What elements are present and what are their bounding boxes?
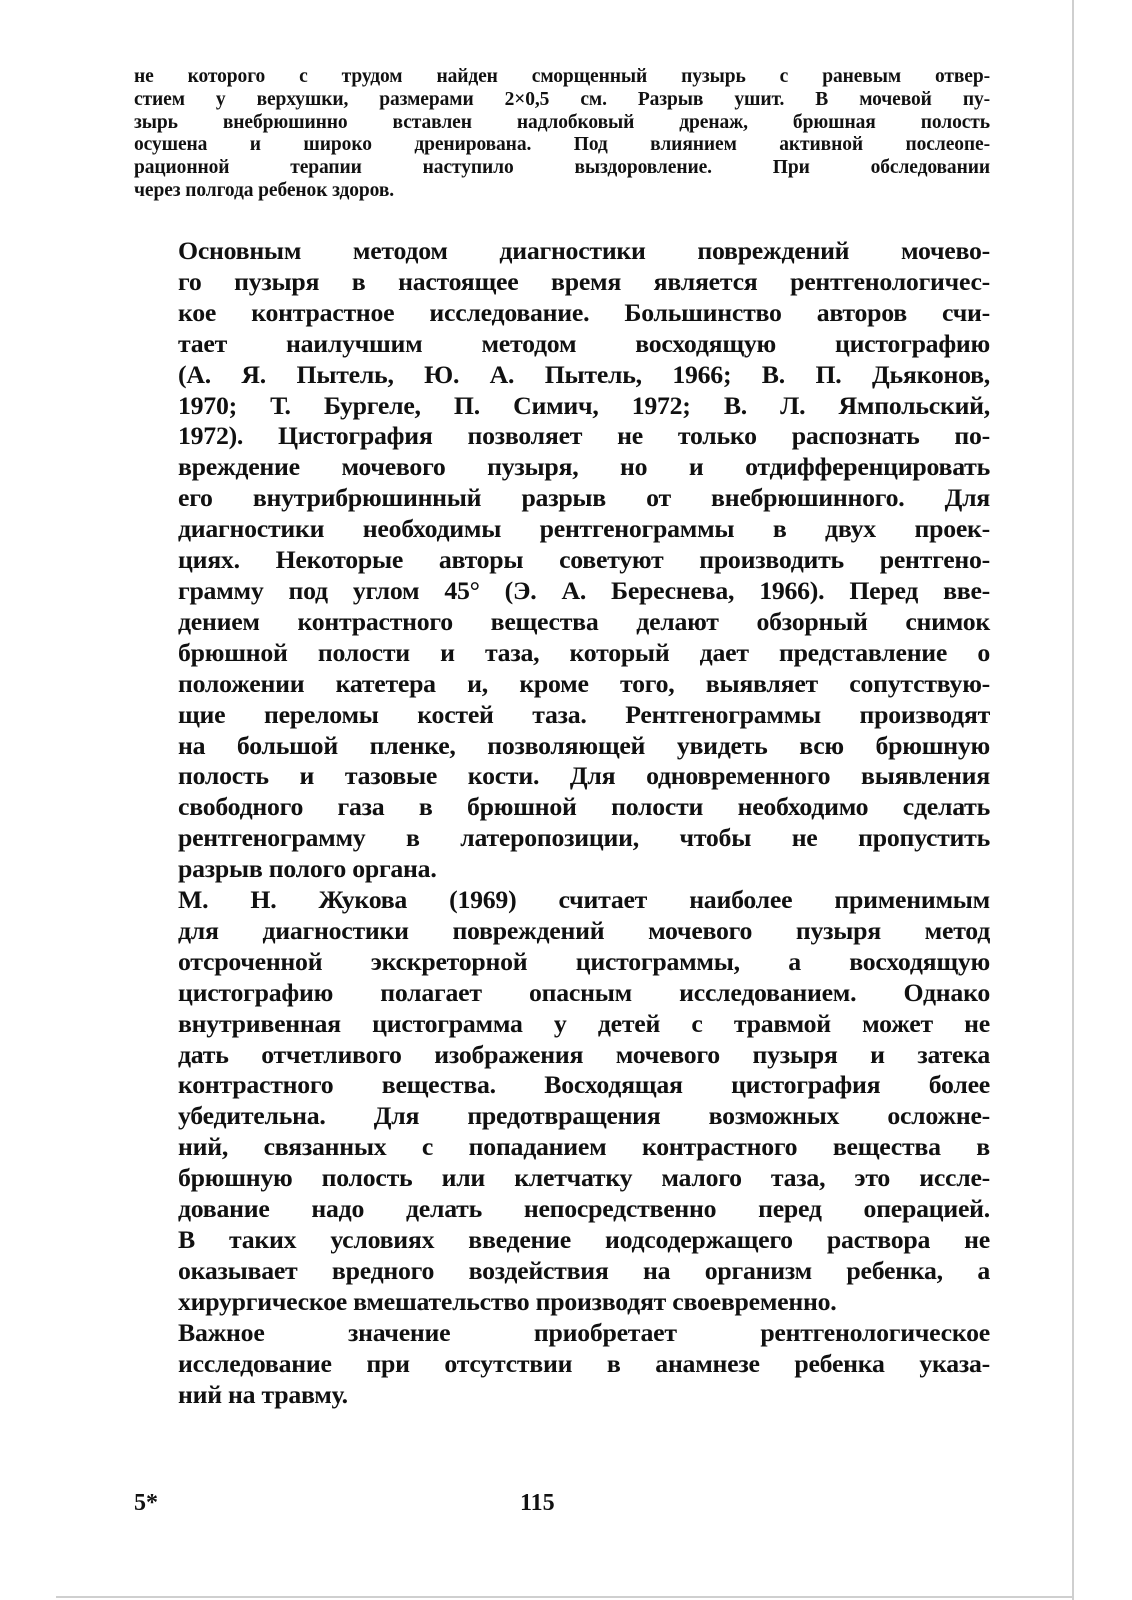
text-line: дование надо делать непосредственно перед операцией. — [178, 1194, 990, 1224]
text-line: Основным методом диагностики повреждений мочево- — [178, 236, 990, 265]
text-line: исследование при отсутствии в анамнезе ребенка указа- — [178, 1348, 990, 1378]
text-line: его внутрибрюшинный разрыв от внебрюшинного. Для — [178, 483, 990, 513]
paragraph-anamnesis — [134, 1318, 990, 1411]
case-report-text — [134, 66, 990, 203]
text-line: свободного газа в брюшной полости необходимо сделать — [178, 792, 990, 822]
main-text — [134, 236, 990, 1410]
text-line: убедительна. Для предотвращения возможных осложне- — [178, 1101, 990, 1131]
text-line: положении катетера и, кроме того, выявляет сопутствую- — [178, 668, 990, 698]
text-line: хирургическое вмешательство производят своевременно. — [178, 1286, 837, 1316]
text-line: диагностики необходимы рентгенограммы в двух проек- — [178, 514, 990, 544]
text-line: 1970; Т. Бургеле, П. Симич, 1972; В. Л. Ямпольский, — [178, 390, 990, 420]
text-line: через полгода ребенок здоров. — [134, 179, 395, 201]
text-line: полость и тазовые кости. Для одновременного выявления — [178, 761, 990, 791]
text-line: ний, связанных с попаданием контрастного вещества в — [178, 1132, 990, 1162]
text-line: дать отчетливого изображения мочевого пузыря и затека — [178, 1039, 990, 1069]
text-line: зырь внебрюшинно вставлен надлобковый дренаж, брюшная полость — [134, 111, 990, 133]
text-line: В таких условиях введение иодсодержащего раствора не — [178, 1225, 990, 1254]
text-line: на большой пленке, позволяющей увидеть всю брюшную — [178, 730, 990, 760]
text-line: грамму под углом 45° (Э. А. Береснева, 1966). Перед вве- — [178, 575, 990, 605]
text-line: осушена и широко дренирована. Под влиянием активной послеопе- — [134, 134, 990, 156]
text-line: вреждение мочевого пузыря, но и отдифференцировать — [178, 452, 990, 482]
text-line: щие переломы костей таза. Рентгенограммы производят — [178, 699, 990, 729]
text-line: Важное значение приобретает рентгенологическое — [178, 1317, 990, 1347]
text-line: циях. Некоторые авторы советуют производить рентгено- — [178, 545, 990, 575]
signature-mark: 5* — [134, 1490, 158, 1516]
text-line: контрастного вещества. Восходящая цистография более — [178, 1070, 990, 1100]
text-line: 1972). Цистография позволяет не только распознать по- — [178, 421, 990, 451]
text-line: (А. Я. Пытель, Ю. А. Пытель, 1966; В. П. Дьяконов, — [178, 359, 990, 389]
text-line: для диагностики повреждений мочевого пузыря метод — [178, 915, 990, 945]
text-line: цистографию полагает опасным исследованием. Однако — [178, 977, 990, 1007]
text-line: не которого с трудом найден сморщенный пузырь с раневым отвер- — [134, 66, 990, 87]
paragraph-diagnostics — [134, 236, 990, 885]
text-line: брюшной полости и таза, который дает представление о — [178, 637, 990, 667]
text-line: рационной терапии наступило выздоровление. При обследовании — [134, 157, 990, 179]
text-line: тает наилучшим методом восходящую цистографию — [178, 328, 990, 358]
text-line: оказывает вредного воздействия на организм ребенка, а — [178, 1255, 990, 1285]
page-edge-bottom — [56, 1596, 1074, 1598]
text-line: кое контрастное исследование. Большинство авторов счи- — [178, 297, 990, 327]
page-edge-right — [1072, 0, 1074, 1600]
text-line: ний на травму. — [178, 1379, 348, 1409]
text-line: разрыв полого органа. — [178, 854, 437, 884]
page-footer — [134, 1490, 990, 1520]
text-line: дением контрастного вещества делают обзорный снимок — [178, 606, 990, 636]
text-line: брюшную полость или клетчатку малого таза, это иссле- — [178, 1163, 990, 1193]
text-line: внутривенная цистограмма у детей с травмой может не — [178, 1008, 990, 1038]
paragraph-zhukova — [134, 885, 990, 1318]
text-line: стием у верхушки, размерами 2×0,5 см. Разрыв ушит. В мочевой пу- — [134, 88, 990, 110]
text-line: го пузыря в настоящее время является рентгенологичес- — [178, 266, 990, 296]
text-line: отсроченной экскреторной цистограммы, а восходящую — [178, 946, 990, 976]
text-line: рентгенограмму в латеропозиции, чтобы не пропустить — [178, 823, 990, 853]
text-line: М. Н. Жукова (1969) считает наиболее применимым — [178, 885, 990, 915]
page-number: 115 — [520, 1490, 555, 1516]
